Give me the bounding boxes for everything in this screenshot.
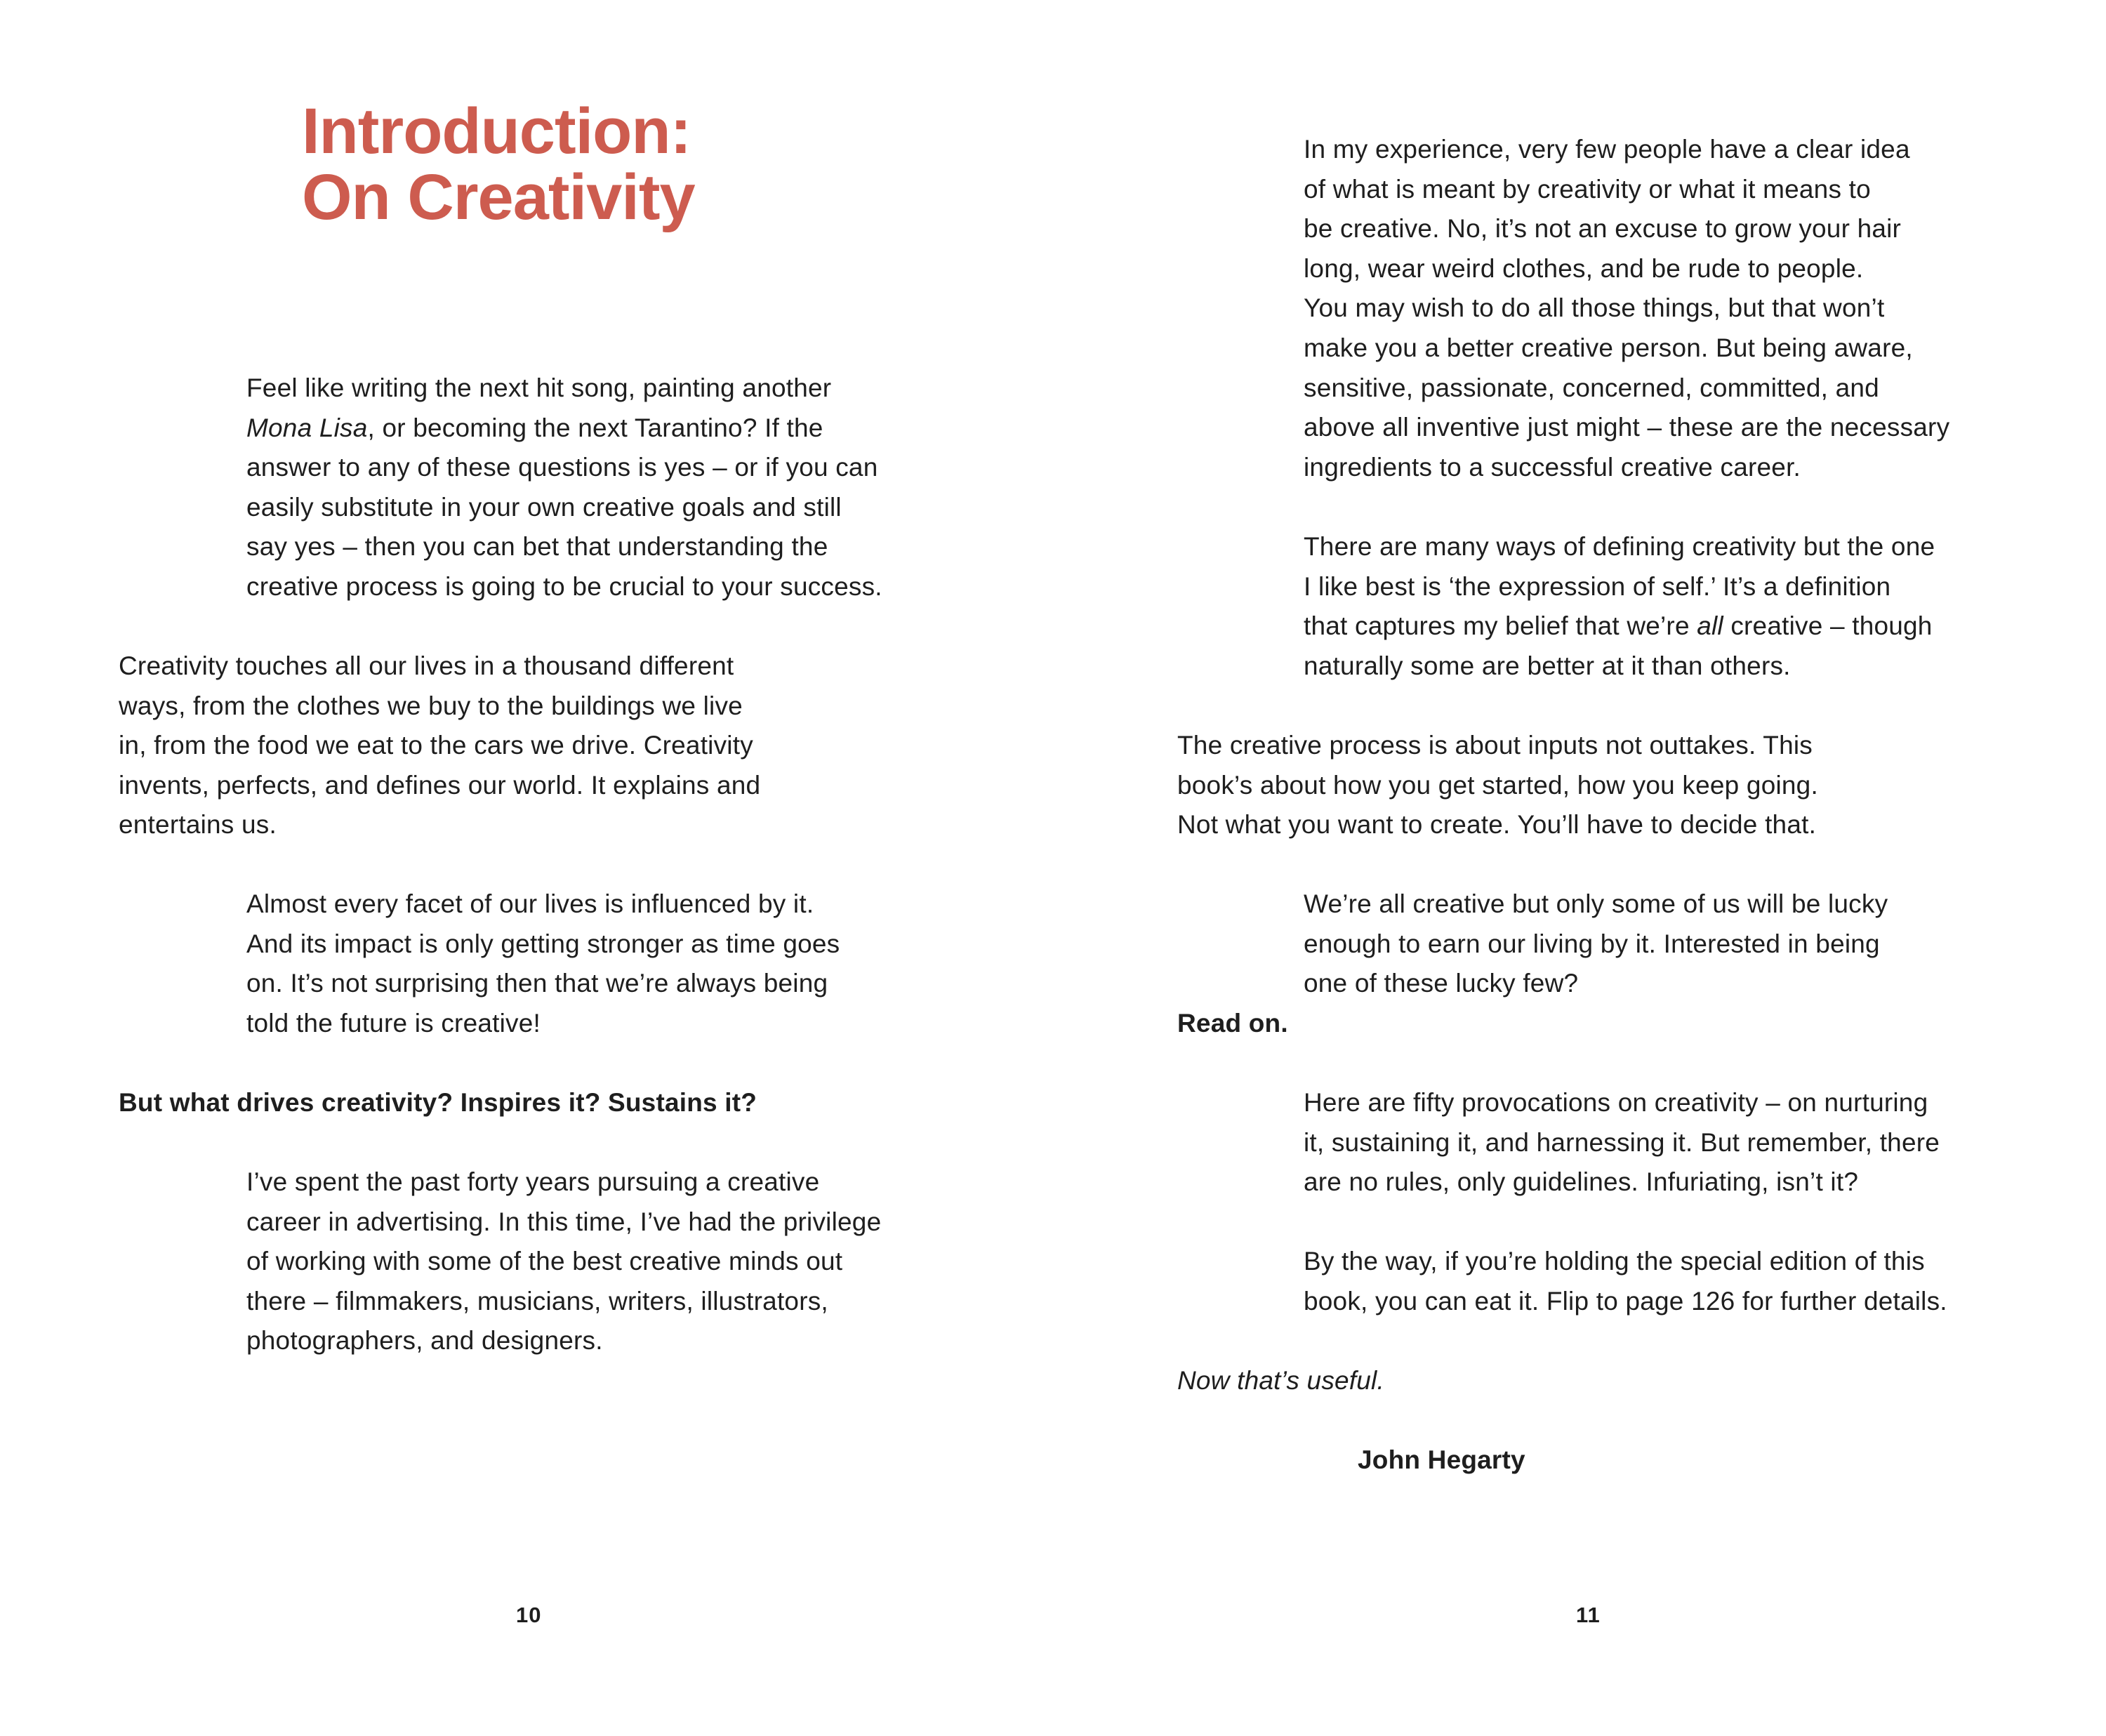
left-paragraph-1-italic: Mona Lisa (246, 413, 368, 442)
right-paragraph-2-italic: all (1697, 611, 1723, 641)
right-paragraph-2-text-a: There are many ways of defining creativity but the one I like best is ‘the expression of self.’ It’s a definition that captures my belief that we’re (1304, 532, 1935, 641)
left-bold-question: But what drives creativity? Inspires it? Sustains it? (119, 1088, 757, 1117)
right-paragraph-3: The creative process is about inputs not outtakes. This book’s about how you get started, how you keep going. Not what you want to create. You’ll have to decide that. (1177, 731, 1818, 840)
right-paragraph-6: Here are fifty provocations on creativity – on nurturing it, sustaining it, and harnessing it. But remember, there are no rules, only guidelines. Infuriating, isn’t it? (1304, 1088, 1940, 1197)
right-paragraph-4: We’re all creative but only some of us will be lucky enough to earn our living by it. Interested in being one of these lucky few? (1304, 889, 1888, 998)
left-paragraph-1-text-a: Feel like writing the next hit song, painting another (246, 373, 832, 402)
chapter-title-line-2: On Creativity (302, 161, 695, 233)
right-paragraph-1: In my experience, very few people have a clear idea of what is meant by creativity or what it means to be creative. No, it’s not an excuse to grow your hair long, wear weird clothes, and be rude to people. You may wish to do all those things, but that won’t make you a better creative person. But being aware, sensitive, passionate, concerned, committed, and above all inventive just might – these are the necessary ingredients to a successful creative career. (1304, 135, 1950, 482)
chapter-title-line-1: Introduction: (302, 95, 691, 167)
left-paragraph-2: Creativity touches all our lives in a thousand different ways, from the clothes we buy to the buildings we live in, from the food we eat to the cars we drive. Creativity invents, perfects, and defines our world. It explains and entertains us. (119, 651, 761, 840)
page-number-right: 11 (1576, 1603, 1601, 1627)
page-number-left: 10 (516, 1603, 542, 1627)
author-signature: John Hegarty (1358, 1445, 1525, 1474)
left-paragraph-1-text-b: , or becoming the next Tarantino? If the answer to any of these questions is yes – or if you can easily substitute in your own creative goals and still say yes – then you can bet that understanding the creative process is going to be crucial to your success. (246, 413, 882, 601)
right-paragraph-2 (1304, 527, 1935, 686)
read-on-label: Read on. (1177, 1009, 1288, 1038)
left-paragraph-1 (246, 369, 882, 607)
right-paragraph-2-text-b: creative – though naturally some are better at it than others. (1304, 611, 1933, 680)
left-paragraph-3: Almost every facet of our lives is influenced by it. And its impact is only getting stronger as time goes on. It’s not surprising then that we’re always being told the future is creative! (246, 889, 840, 1038)
chapter-title (302, 95, 863, 233)
left-paragraph-5: I’ve spent the past forty years pursuing a creative career in advertising. In this time, I’ve had the privilege of working with some of the best creative minds out there – filmmakers, musicians, writers, illustrators, photographers, and designers. (246, 1167, 882, 1356)
right-italic-line: Now that’s useful. (1177, 1366, 1384, 1395)
right-page (1053, 0, 2106, 1736)
right-paragraph-7: By the way, if you’re holding the special edition of this book, you can eat it. Flip to page 126 for further details. (1304, 1247, 1947, 1316)
